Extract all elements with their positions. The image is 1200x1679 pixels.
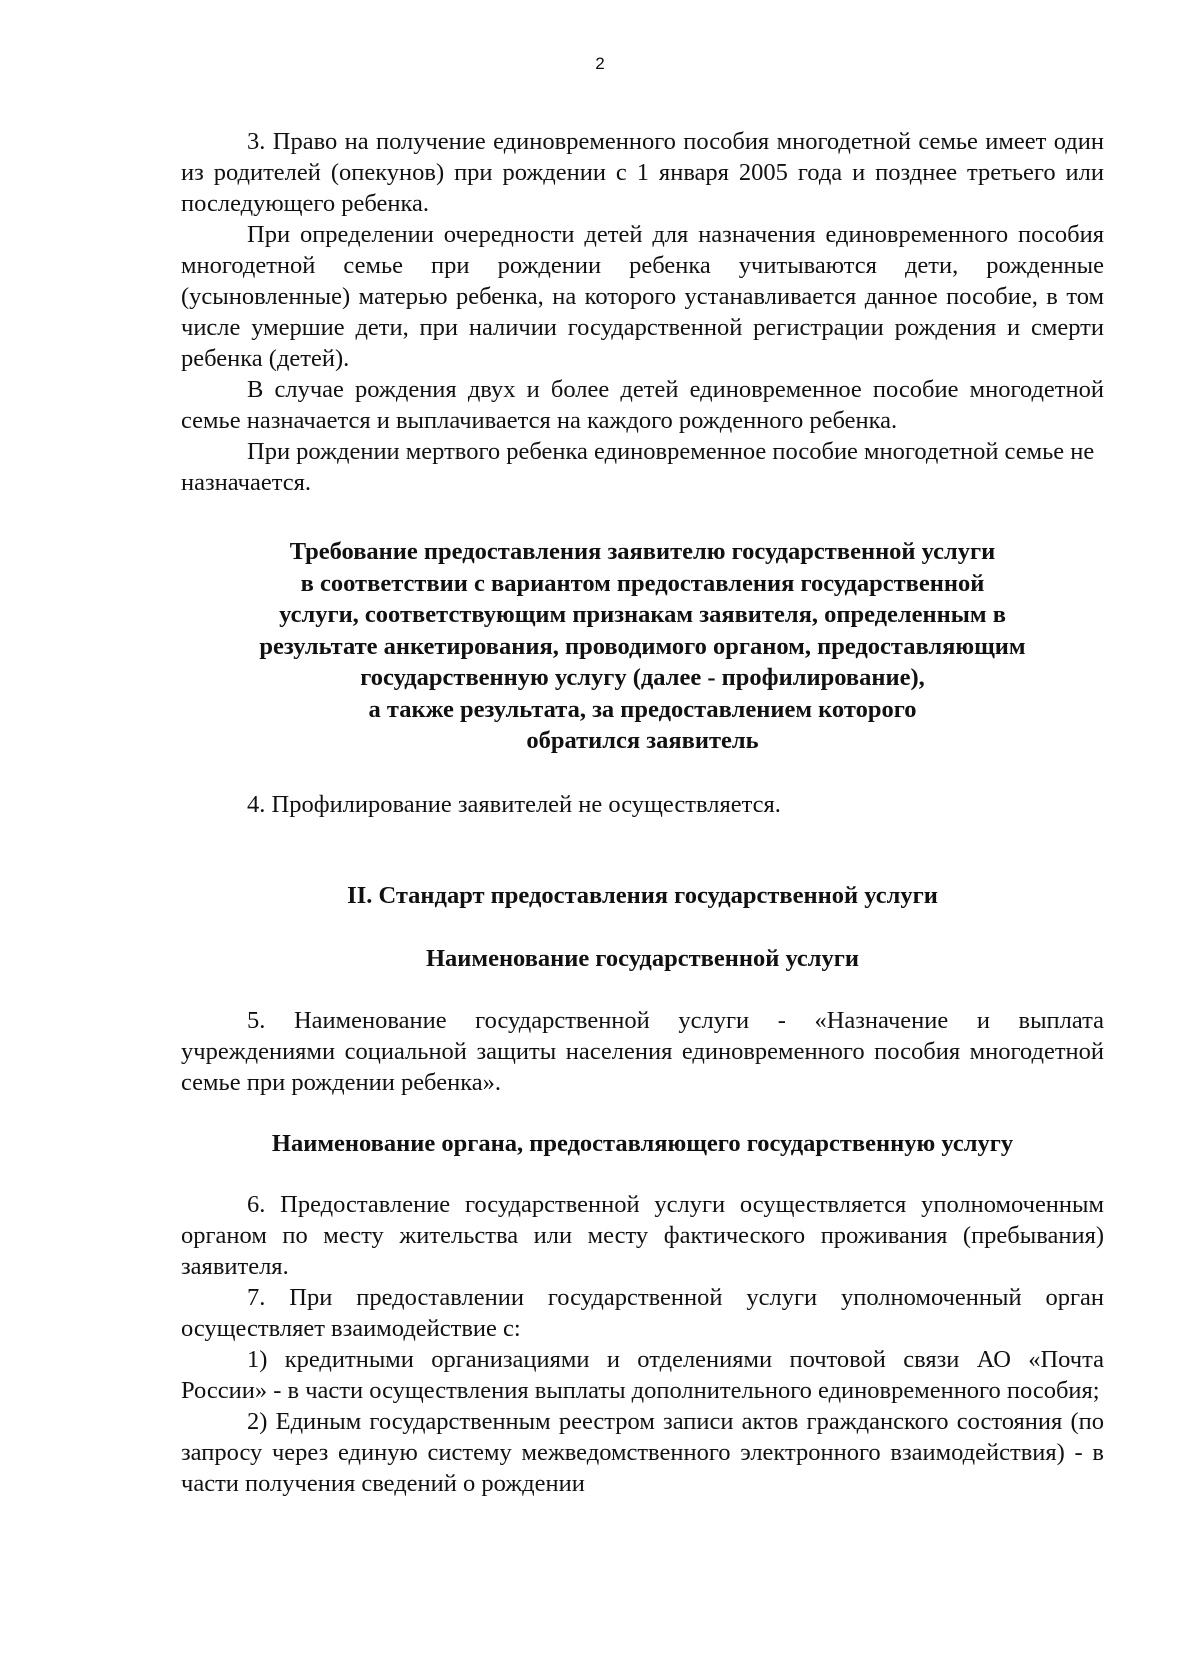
- requirement-heading-line: а также результата, за предоставлением которого: [368, 695, 917, 723]
- paragraph-3-multiple-births: В случае рождения двух и более детей единовременное пособие многодетной семье назначается и выплачивается на каждого рожденного ребенка.: [181, 376, 1104, 434]
- paragraph-3-stillbirth: При рождении мертвого ребенка единовременное пособие многодетной семье не назначается.: [181, 438, 1095, 496]
- requirement-heading-line: государственную услугу (далее - профилирование),: [360, 664, 925, 691]
- page-number: 2: [595, 54, 605, 73]
- requirement-heading-line: услуги, соответствующим признакам заявителя, определенным в: [279, 601, 1006, 628]
- paragraph-6: 6. Предоставление государственной услуги осуществляется уполномоченным органом по месту жительства или месту фактического проживания (пребывания) заявителя.: [181, 1191, 1104, 1280]
- document-body: [181, 126, 1104, 1499]
- paragraph-5: 5. Наименование государственной услуги - «Назначение и выплата учреждениями социальной защиты населения единовременного пособия многодетной семье при рождении ребенка».: [181, 1006, 1104, 1096]
- requirement-heading-line: Требование предоставления заявителю государственной услуги: [289, 538, 996, 565]
- section-title: II. Стандарт предоставления государственной услуги: [347, 881, 938, 909]
- requirement-heading-line: в соответствии с вариантом предоставления государственной: [300, 569, 985, 597]
- paragraph-3: 3. Право на получение единовременного пособия многодетной семье имеет один из родителей (опекунов) при рождении с 1 января 2005 года и позднее третьего или последующего ребенка.: [181, 128, 1104, 217]
- paragraph-7-item-1: 1) кредитными организациями и отделениями почтовой связи АО «Почта России» - в части осуществления выплаты дополнительного единовременного пособия;: [181, 1346, 1104, 1404]
- service-name-heading: Наименование государственной услуги: [425, 945, 860, 972]
- paragraph-3-priority: При определении очередности детей для назначения единовременного пособия многодетной семье при рождении ребенка учитываются дети, рожденные (усыновленные) матерью ребенка, на которого устанавливается данное пособие, в том числе умершие дети, при наличии государственной регистрации рождения и смерти ребенка (детей).: [181, 221, 1104, 372]
- paragraph-7-item-2: 2) Единым государственным реестром записи актов гражданского состояния (по запросу через единую систему межведомственного электронного взаимодействия) - в части получения сведений о рождении: [181, 1408, 1104, 1497]
- requirement-heading: [181, 536, 1104, 757]
- organ-heading: Наименование органа, предоставляющего государственную услугу: [271, 1129, 1014, 1157]
- paragraph-4: 4. Профилирование заявителей не осуществляется.: [247, 790, 781, 818]
- requirement-heading-line: результате анкетирования, проводимого органом, предоставляющим: [259, 632, 1026, 660]
- paragraph-7: 7. При предоставлении государственной услуги уполномоченный орган осуществляет взаимодействие с:: [181, 1284, 1104, 1342]
- requirement-heading-line: обратился заявитель: [526, 727, 759, 754]
